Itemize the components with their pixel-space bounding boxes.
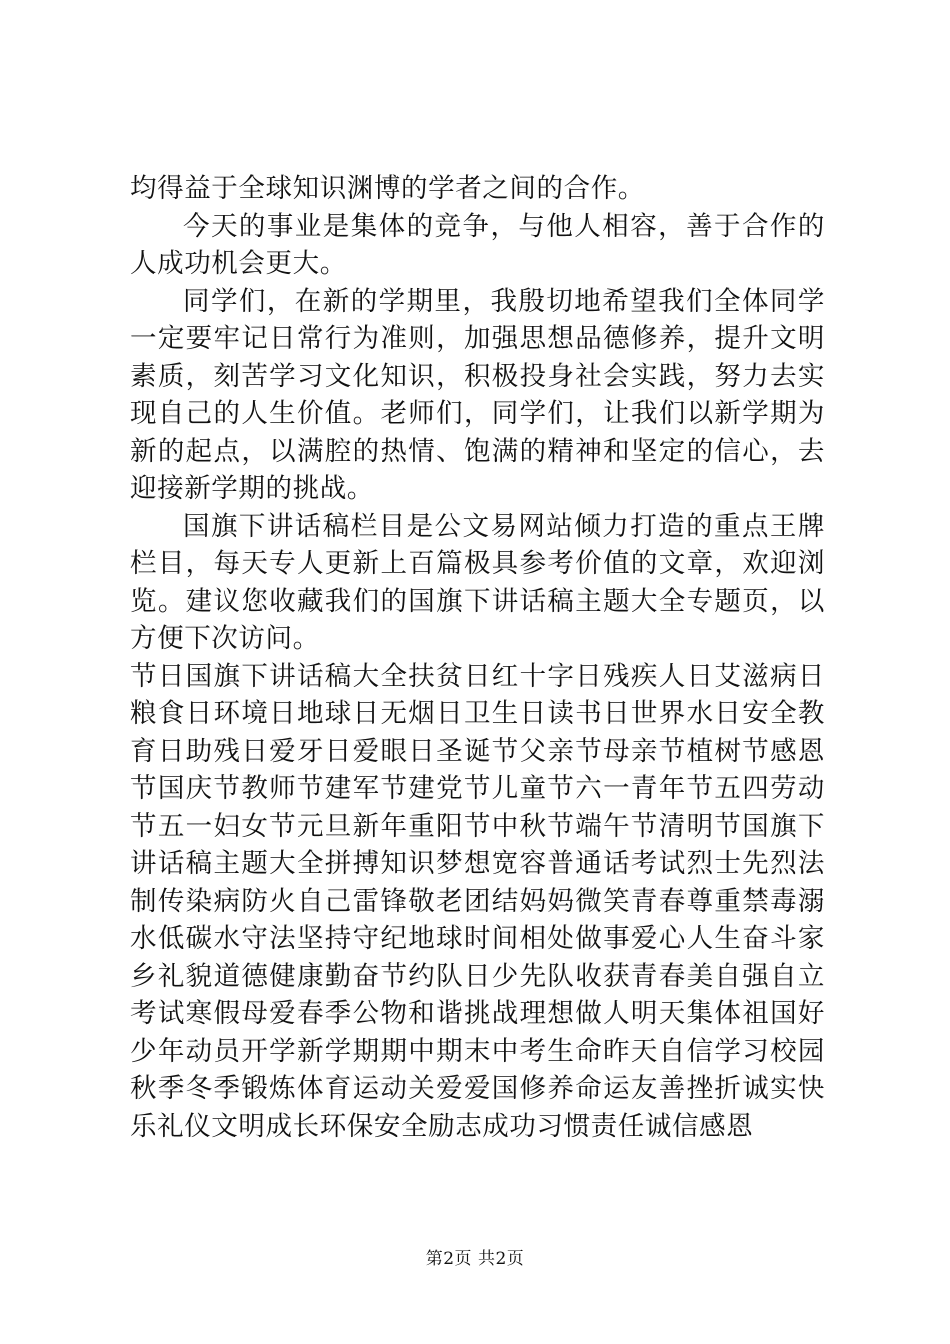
- paragraph-column-promo: 国旗下讲话稿栏目是公文易网站倾力打造的重点王牌栏目，每天专人更新上百篇极具参考价值的文章，欢迎浏览。建议您收藏我们的国旗下讲话稿主题大全专题页，以方便下次访问。: [130, 510, 825, 654]
- paragraph-closing-line: 均得益于全球知识渊博的学者之间的合作。: [130, 173, 645, 204]
- paragraph-cooperation: 今天的事业是集体的竞争，与他人相容，善于合作的人成功机会更大。: [130, 210, 825, 279]
- page-number-footer: 第2页 共2页: [425, 1249, 525, 1269]
- paragraph-topic-index: 节日国旗下讲话稿大全扶贫日红十字日残疾人日艾滋病日粮食日环境日地球日无烟日卫生日读书日世界水日安全教育日助残日爱牙日爱眼日圣诞节父亲节母亲节植树节感恩节国庆节教师节建军节建党节儿童节六一青年节五四劳动节五一妇女节元旦新年重阳节中秋节端午节清明节国旗下讲话稿主题大全拼搏知识梦想宽容普通话考试烈士先烈法制传染病防火自己雷锋敬老团结妈妈微笑青春尊重禁毒溺水低碳水守法坚持守纪地球时间相处做事爱心人生奋斗家乡礼貌道德健康勤奋节约队日少先队收获青春美自强自立考试寒假母爱春季公物和谐挑战理想做人明天集体祖国好少年动员开学新学期期中期末中考生命昨天自信学习校园秋季冬季锻炼体育运动关爱爱国修养命运友善挫折诚实快乐礼仪文明成长环保安全励志成功习惯责任诚信感恩: [130, 660, 825, 1142]
- document-body: [130, 170, 825, 1145]
- paragraph-new-semester: 同学们，在新的学期里，我殷切地希望我们全体同学一定要牢记日常行为准则，加强思想品德修养，提升文明素质，刻苦学习文化知识，积极投身社会实践，努力去实现自己的人生价值。老师们，同学们，让我们以新学期为新的起点，以满腔的热情、饱满的精神和坚定的信心，去迎接新学期的挑战。: [130, 285, 825, 504]
